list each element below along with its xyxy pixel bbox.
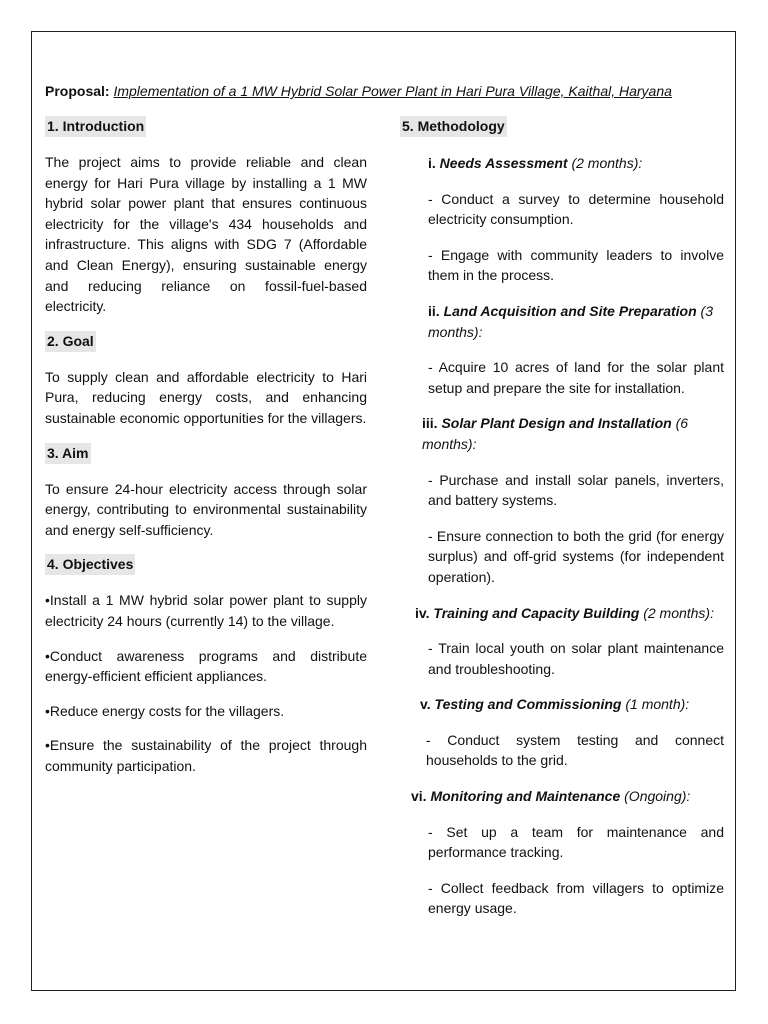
step-item: - Train local youth on solar plant maintenance and troubleshooting. [428,640,724,677]
left-column [45,116,367,776]
aim-heading: 3. Aim [45,443,91,464]
proposal-label: Proposal: [45,83,110,99]
objective-item: •Reduce energy costs for the villagers. [45,702,285,719]
step-title: Testing and Commissioning [434,696,622,713]
step-duration: (6 months): [422,415,689,452]
step-number: iii. [422,415,438,432]
objective-item: •Ensure the sustainability of the project through community participation. [45,737,367,774]
step-title: Land Acquisition and Site Preparation [443,302,697,319]
step-number: v. [420,696,431,713]
step-item: - Set up a team for maintenance and performance tracking. [428,823,724,861]
step-title: Needs Assessment [439,155,568,171]
right-column [400,116,724,919]
methodology-step [400,301,724,342]
methodology-heading: 5. Methodology [400,116,507,137]
step-title: Training and Capacity Building [433,604,640,621]
step-number: ii. [428,302,440,319]
introduction-heading: 1. Introduction [45,116,146,137]
introduction-text: The project aims to provide reliable and clean energy for Hari Pura village by installing a 1 MW hybrid solar power plant that ensures continuous electricity for the village's 434 households and infrastructure. This aligns with SDG 7 (Affordable and Clean Energy), ensuring sustainable energy and reducing reliance on fossil-fuel-based electricity. [45,154,367,315]
proposal-title-text: Implementation of a 1 MW Hybrid Solar Power Plant in Hari Pura Village, Kaithal, Haryana [113,83,672,99]
step-number: vi. [411,788,427,805]
goal-heading: 2. Goal [45,331,96,352]
objective-item: •Install a 1 MW hybrid solar power plant to supply electricity 24 hours (currently 14) to the village. [45,592,367,629]
step-item: - Engage with community leaders to involve them in the process. [428,246,724,284]
step-duration: (2 months): [643,604,714,621]
step-duration: (Ongoing): [624,788,691,805]
aim-text: To ensure 24-hour electricity access through solar energy, contributing to environmental sustainability and energy self-sufficiency. [45,480,367,538]
step-number: iv. [415,604,430,621]
step-item: - Acquire 10 acres of land for the solar plant setup and prepare the site for installation. [428,359,724,396]
step-duration: (3 months): [428,302,713,340]
methodology-step [400,413,724,454]
step-item: - Conduct system testing and connect households to the grid. [426,731,724,769]
step-item: - Conduct a survey to determine household electricity consumption. [428,190,724,228]
step-item: - Collect feedback from villagers to optimize energy usage. [428,879,724,917]
step-duration: (2 months): [571,155,643,171]
methodology-step [400,603,724,624]
proposal-title [45,82,735,100]
goal-text: To supply clean and affordable electricity to Hari Pura, reducing energy costs, and enhancing sustainable economic opportunities for the villagers. [45,368,367,426]
objective-item: •Conduct awareness programs and distribute energy-efficient efficient appliances. [45,647,367,685]
methodology-step [400,694,724,715]
methodology-step [400,153,724,174]
step-item: - Ensure connection to both the grid (for energy surplus) and off-grid systems (for independent operation). [428,527,724,585]
methodology-step [400,786,724,807]
step-title: Monitoring and Maintenance [430,788,621,805]
step-item: - Purchase and install solar panels, inverters, and battery systems. [428,471,724,509]
objectives-heading: 4. Objectives [45,554,135,575]
step-duration: (1 month): [625,696,690,713]
step-number: i. [428,155,436,171]
step-title: Solar Plant Design and Installation [441,415,672,432]
